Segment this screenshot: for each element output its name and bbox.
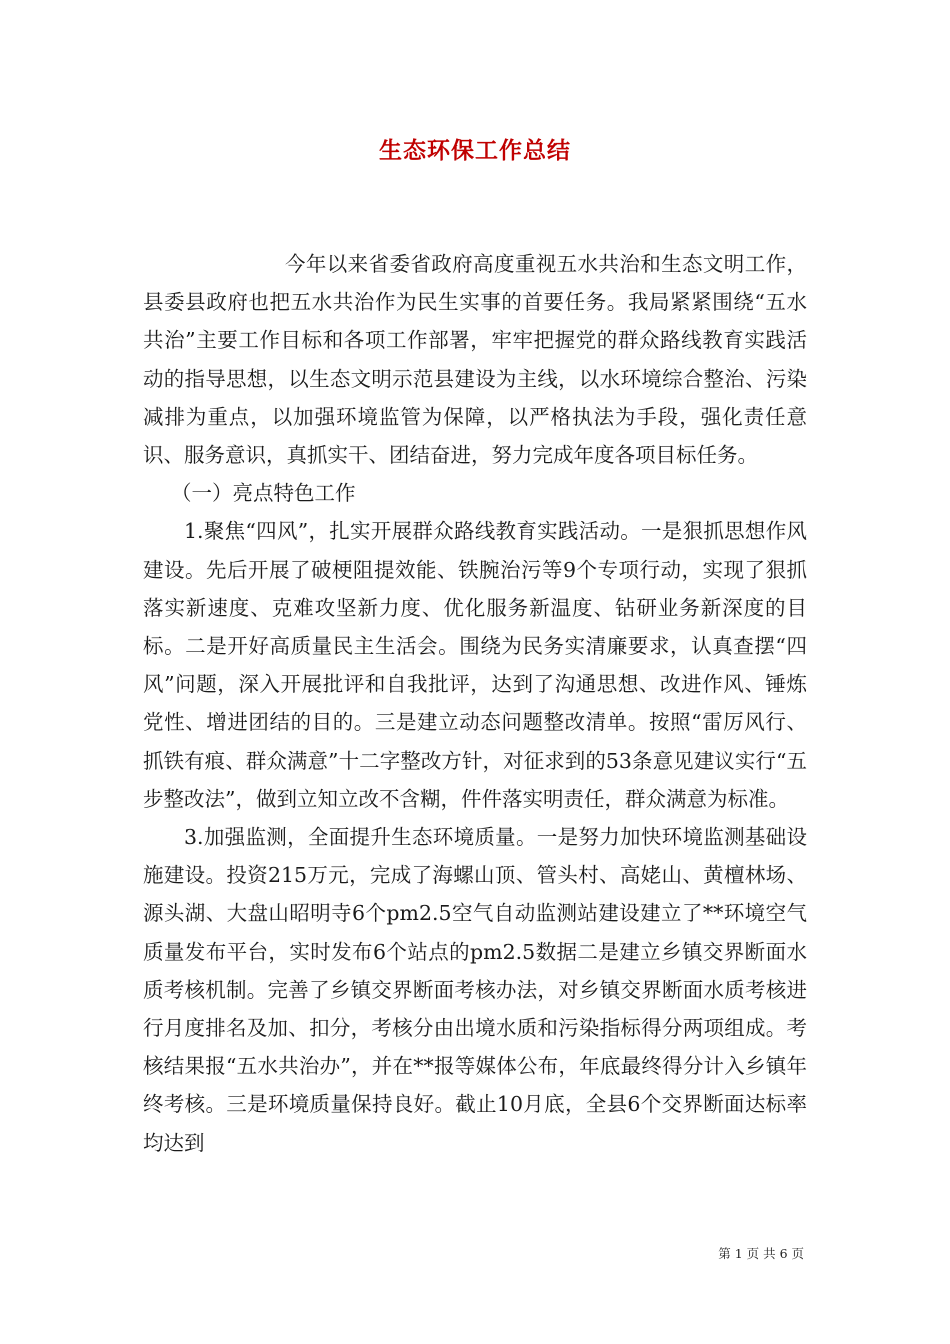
paragraph-item-1: 1.聚焦“四风”，扎实开展群众路线教育实践活动。一是狠抓思想作风建设。先后开展了破梗阻提效能、铁腕治污等9个专项行动，实现了狠抓落实新速度、克难攻坚新力度、优化服务新温度、钻研业务新深度的目标。二是开好高质量民主生活会。围绕为民务实清廉要求，认真查摆“四风”问题，深入开展批评和自我批评，达到了沟通思想、改进作风、锤炼党性、增进团结的目的。三是建立动态问题整改清单。按照“雷厉风行、抓铁有痕、群众满意”十二字整改方针，对征求到的53条意见建议实行“五步整改法”，做到立知立改不含糊，件件落实明责任，群众满意为标准。 (143, 519, 807, 811)
document-title: 生态环保工作总结 (379, 137, 571, 164)
document-body (143, 245, 807, 1162)
paragraph-item-3: 3.加强监测，全面提升生态环境质量。一是努力加快环境监测基础设施建设。投资215万元，完成了海螺山顶、管头村、高姥山、黄檀林场、源头湖、大盘山昭明寺6个pm2.5空气自动监测站建设建立了**环境空气质量发布平台，实时发布6个站点的pm2.5数据二是建立乡镇交界断面水质考核机制。完善了乡镇交界断面考核办法，对乡镇交界断面水质考核进行月度排名及加、扣分，考核分由出境水质和污染指标得分两项组成。考核结果报“五水共治办”，并在**报等媒体公布，年底最终得分计入乡镇年终考核。三是环境质量保持良好。截止10月底，全县6个交界断面达标率均达到 (143, 825, 807, 1155)
page-number-footer: 第 1 页 共 6 页 (718, 1246, 804, 1261)
paragraph-intro: 今年以来省委省政府高度重视五水共治和生态文明工作，县委县政府也把五水共治作为民生实事的首要任务。我局紧紧围绕“五水共治”主要工作目标和各项工作部署，牢牢把握党的群众路线教育实践活动的指导思想，以生态文明示范县建设为主线，以水环境综合整治、污染减排为重点，以加强环境监管为保障，以严格执法为手段，强化责任意识、服务意识，真抓实干、团结奋进，努力完成年度各项目标任务。 (143, 252, 807, 468)
section-heading: （一）亮点特色工作 (171, 481, 356, 506)
